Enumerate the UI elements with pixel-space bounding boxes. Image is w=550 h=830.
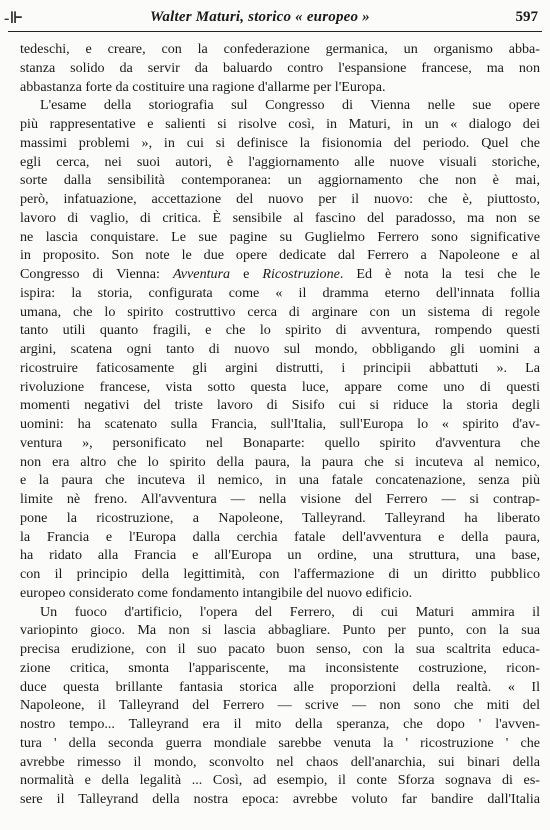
book-title: Avventura [172,266,231,282]
text-line: ha ridato alla Francia e all'Europa un ordine, una struttura, una base, [20,547,540,564]
running-head: Walter Maturi, storico « europeo » [150,9,370,25]
text-line: tanto utili quanto fragili, e che lo spirito di avventura, rompendo questi [20,322,540,339]
paragraph [20,40,540,96]
text-line: non era altro che lo spirito della paura, la paura che si incuteva al nemico, [20,453,540,470]
text-line: nostro tempo... Talleyrand era il mito della speranza, che dopo ' l'avven- [20,716,540,732]
text-line: ispira: la storia, configurata come « il dramma eterno dell'innata follia [20,284,540,301]
text-line: in proposito. Son note le due opere dedicate dal Ferrero a Napoleone e al [20,247,540,264]
book-title: Ricostruzione [262,266,340,282]
header-rule [8,31,542,32]
text-line: e la paura che incuteva il nemico, in una fatale concatenazione, senza più [20,472,540,489]
text-line: tura ' della seconda guerra mondiale sarebbe venuta la ' ricostruzione ' che [20,734,540,751]
text-line: europeo considerato come fondamento intangibile del nuovo edificio. [20,584,413,601]
corner-mark: -⊩ [4,10,24,27]
text-line: Napoleone, il Talleyrand del Ferrero — scrive — non sono che miti del [20,697,540,714]
text-line: duce questa brillante fantasia storica alle proporzioni della realtà. « Il [20,678,540,695]
text-line: ricostruire faticosamente gli argini distrutti, i principii abbattuti ». La [20,359,540,376]
text-line: Un fuoco d'artificio, l'opera del Ferrero, di cui Maturi ammira il [40,603,540,620]
text-line: precisa erudizione, con il suo pacato buon senso, con la sua scaltrita educa- [20,641,540,657]
paragraph [20,96,540,602]
text-line: normalità e della legalità ... Così, ad esempio, il conte Sforza sognava di es- [20,772,540,789]
text-line: variopinto gioco. Ma non si lascia abbagliare. Punto per punto, con la sua [20,622,540,639]
paragraph [20,603,540,809]
text-line: avrebbe rimesso il mondo, sconvolto nel chaos dell'anarchia, sui binari della [20,753,540,770]
text-line: stanza solido da servir da baluardo contro l'espansione francese, ma non [20,59,540,76]
text-line: egli cerca, nei suoi autori, è l'aggiornamento alle nuove visuali storiche, [20,153,540,170]
page-number: 597 [515,9,538,25]
text-line: con il principio della legittimità, con l'affermazione di un diritto pubblico [20,566,540,582]
body-text [20,40,540,809]
text-line: massimi problemi », in cui si definisce la fisionomia del periodo. Quel che [20,134,540,151]
text-line: ventura », personificato nel Bonaparte: quello spirito d'avventura che [20,434,540,451]
text-line: la Francia e l'Europa dalla cerchia fatale dell'avventura e della paura, [20,528,540,545]
text-line: però, infatuazione, accettazione del nuovo per il nuovo: che è, piuttosto, [20,191,540,207]
text-line: momenti negativi del triste lavoro di Sisifo cui si riduce la storia degli [20,397,540,414]
text-line: abbastanza forte da costituire una ragione d'allarme per l'Europa. [20,78,386,95]
text-line: L'esame della storiografia sul Congresso di Vienna nelle sue opere [40,97,540,114]
text-line: sorte dalla sensibilità contemporanea: un aggiornamento che non è mai, [20,172,540,189]
text-line: umana, che lo spirito costruttivo cerca di arginare con un sistema di regole [20,303,540,320]
text-line: limite nè freno. All'avventura — nella visione del Ferrero — si contrap- [20,491,540,507]
text-line: pone la ricostruzione, a Napoleone, Talleyrand. Talleyrand ha liberato [20,509,540,526]
text-line: sere il Talleyrand della nostra epoca: avrebbe voluto far bandire dall'Italia [20,791,540,807]
text-line: zione critica, smonta l'appariscente, ma inconsistente costruzione, ricon- [20,659,540,676]
text-line: Congresso di Vienna: Avventura e Ricostruzione. Ed è nota la tesi che le [20,266,540,282]
text-line: più rappresentative e salienti si risolve così, in Maturi, in un « dialogo dei [20,116,540,132]
text-line: lavoro di vaglio, di critica. È sensibile al fascino del paradosso, ma non se [20,209,540,226]
text-line: uomini: ha scatenato sulla Francia, sull'Italia, sull'Europa lo « spirito d'av- [20,416,540,432]
text-line: ne lascia conquistare. Le sue pagine su Guglielmo Ferrero sono significative [20,228,540,245]
text-line: argini, scatena ogni tanto di nuovo sul mondo, obbligando gli uomini a [20,341,540,357]
text-line: rivoluzione francese, vista sotto questa luce, appare come uno di questi [20,378,540,395]
page-header [0,7,550,33]
text-line: tedeschi, e creare, con la confederazione germanica, un organismo abba- [20,41,540,57]
